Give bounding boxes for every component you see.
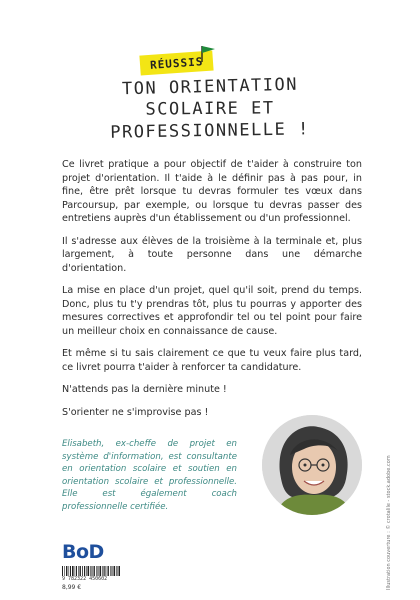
author-bio: Elisabeth, ex-cheffe de projet en système d'information, est consultante en orientation scolaire et soutien en orientation scolaire et professionnelle. Elle est également coach professionnelle certifiée. — [62, 439, 237, 512]
title-line-3: PROFESSIONNELLE ! — [110, 119, 310, 143]
paragraph: N'attends pas la dernière minute ! — [62, 384, 227, 395]
paragraph: S'orienter ne s'improvise pas ! — [62, 406, 209, 418]
publisher-logo: BoD — [62, 541, 104, 563]
barcode — [62, 566, 120, 576]
paragraph: Ce livret pratique a pour objectif de t'aider à construire ton projet d'orientation. Il t'aide à le définir pas à pas pour, in fine, être prêt lorsque tu devras formuler tes vœux dans Parcoursup, par exemple, ou lorsque tu devras passer des entretiens auprès d'un établissement ou d'un professionnel. — [62, 159, 362, 224]
cover-title — [0, 76, 420, 142]
paragraph: Et même si tu sais clairement ce que tu veux faire plus tard, ce livret pourra t'aider à renforcer ta candidature. — [62, 348, 362, 373]
illustration-credit: Illustration couverture : © crotalile - stock.adobe.com — [386, 455, 392, 590]
paragraph: Il s'adresse aux élèves de la troisième à la terminale et, plus largement, à toute personne dans une démarche d'orientation. — [62, 235, 362, 274]
reussis-badge: RÉUSSIS — [139, 50, 214, 75]
title-line-2: SCOLAIRE ET — [145, 98, 275, 120]
isbn-number: 9 782322 450602 — [62, 576, 108, 582]
portrait-image — [262, 415, 362, 515]
title-line-1: TON ORIENTATION — [121, 74, 299, 100]
price: 8,99 € — [62, 584, 82, 591]
description — [62, 158, 362, 428]
flag-icon — [198, 44, 218, 64]
author-portrait — [262, 415, 362, 515]
paragraph: La mise en place d'un projet, quel qu'il soit, prend du temps. Donc, plus tu t'y prendras tôt, plus tu pourras y apporter des mesures correctives et approfondir tel ou tel point pour faire un meilleur choix en connaissance de cause. — [62, 285, 362, 337]
